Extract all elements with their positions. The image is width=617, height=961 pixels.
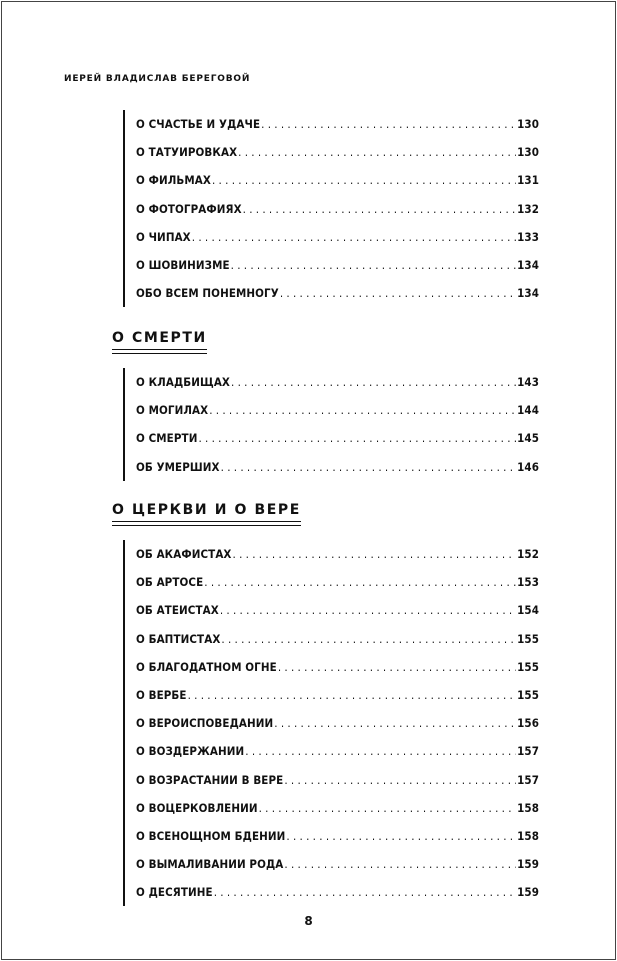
toc-entry (125, 850, 539, 878)
toc-block-death (123, 368, 539, 481)
toc-entry (125, 251, 539, 279)
toc-entry-title: ОБ АКАФИСТАХ (136, 547, 232, 562)
dot-leader (243, 202, 516, 216)
dot-leader (278, 660, 516, 674)
toc-entry-title: О МОГИЛАХ (136, 403, 209, 418)
toc-entry-page: 133 (517, 229, 539, 244)
toc-entry-title: О БАПТИСТАХ (136, 631, 221, 646)
toc-entry-page: 132 (517, 201, 539, 216)
toc-entry (125, 822, 539, 850)
toc-entry (125, 653, 539, 681)
dot-leader (221, 460, 516, 474)
toc-entry (125, 138, 539, 166)
toc-entry-title: О СМЕРТИ (136, 431, 198, 446)
dot-leader (274, 716, 516, 730)
toc-entry-title: О КЛАДБИЩАХ (136, 375, 231, 390)
toc-entry (125, 223, 539, 251)
toc-entry-page: 145 (517, 431, 539, 446)
toc-entry (125, 166, 539, 194)
toc-entry-page: 153 (517, 575, 539, 590)
toc-entry-page: 130 (517, 117, 539, 132)
toc-entry-title: О ВОЗРАСТАНИИ В ВЕРЕ (136, 772, 284, 787)
dot-leader (231, 258, 516, 272)
section-heading-death (112, 330, 207, 348)
toc-entry-page: 154 (517, 603, 539, 618)
section-heading-text: О СМЕРТИ (112, 330, 207, 346)
dot-leader (220, 603, 516, 617)
toc-entry (125, 878, 539, 906)
toc-entry-page: 159 (517, 885, 539, 900)
toc-entry-title: О ВОЗДЕРЖАНИИ (136, 744, 245, 759)
toc-entry-page: 143 (517, 375, 539, 390)
section-heading-church (112, 502, 301, 520)
dot-leader (212, 173, 516, 187)
toc-entry (125, 368, 539, 396)
toc-entry (125, 766, 539, 794)
toc-entry-title: О ВЕРОИСПОВЕДАНИИ (136, 716, 274, 731)
toc-entry (125, 279, 539, 307)
toc-entry-title: ОБ АРТОСЕ (136, 575, 204, 590)
toc-entry (125, 625, 539, 653)
toc-entry-title: О ДЕСЯТИНЕ (136, 885, 213, 900)
toc-entry-page: 152 (517, 547, 539, 562)
toc-entry (125, 681, 539, 709)
toc-entry-title: О ШОВИНИЗМЕ (136, 258, 230, 273)
toc-entry (125, 540, 539, 568)
toc-entry-page: 134 (517, 258, 539, 273)
toc-entry-title: О ВЕРБЕ (136, 688, 187, 703)
toc-entry-title: О ФОТОГРАФИЯХ (136, 201, 242, 216)
heading-underline (112, 349, 207, 354)
toc-entry-page: 157 (517, 772, 539, 787)
book-page (1, 1, 616, 960)
toc-entry (125, 794, 539, 822)
dot-leader (284, 773, 516, 787)
dot-leader (221, 632, 516, 646)
toc-entry (125, 396, 539, 424)
dot-leader (259, 801, 517, 815)
dot-leader (214, 885, 516, 899)
toc-entry-title: О ВОЦЕРКОВЛЕНИИ (136, 800, 258, 815)
toc-entry (125, 195, 539, 223)
dot-leader (284, 857, 516, 871)
toc-entry-page: 156 (517, 716, 539, 731)
dot-leader (261, 117, 516, 131)
toc-entry-title: О ТАТУИРОВКАХ (136, 145, 238, 160)
page-number: 8 (304, 914, 313, 928)
toc-block-church (123, 540, 539, 906)
toc-entry-page: 144 (517, 403, 539, 418)
toc-entry-title: О БЛАГОДАТНОМ ОГНЕ (136, 659, 277, 674)
dot-leader (209, 403, 516, 417)
toc-entry (125, 424, 539, 452)
toc-entry (125, 110, 539, 138)
dot-leader (204, 575, 516, 589)
dot-leader (231, 375, 516, 389)
toc-entry-page: 131 (517, 173, 539, 188)
toc-entry (125, 737, 539, 765)
toc-entry-title: ОБО ВСЕМ ПОНЕМНОГУ (136, 286, 279, 301)
dot-leader (192, 230, 516, 244)
toc-entry-title: О ЧИПАХ (136, 229, 191, 244)
toc-entry-page: 158 (517, 828, 539, 843)
toc-entry-page: 159 (517, 857, 539, 872)
dot-leader (198, 431, 516, 445)
running-head: ИЕРЕЙ ВЛАДИСЛАВ БЕРЕГОВОЙ (64, 74, 251, 84)
toc-entry-title: ОБ УМЕРШИХ (136, 459, 220, 474)
toc-entry-page: 158 (517, 800, 539, 815)
toc-entry-title: ОБ АТЕИСТАХ (136, 603, 219, 618)
dot-leader (188, 688, 517, 702)
toc-entry-title: О ФИЛЬМАХ (136, 173, 211, 188)
toc-block-1 (123, 110, 539, 307)
dot-leader (233, 547, 517, 561)
toc-entry-page: 155 (517, 631, 539, 646)
section-heading-text: О ЦЕРКВИ И О ВЕРЕ (112, 502, 301, 518)
toc-entry-page: 134 (517, 286, 539, 301)
toc-entry-page: 130 (517, 145, 539, 160)
dot-leader (286, 829, 516, 843)
toc-entry-title: О ВСЕНОЩНОМ БДЕНИИ (136, 828, 286, 843)
toc-entry (125, 709, 539, 737)
dot-leader (245, 744, 516, 758)
toc-entry (125, 568, 539, 596)
toc-entry-title: О СЧАСТЬЕ И УДАЧЕ (136, 117, 261, 132)
dot-leader (238, 145, 516, 159)
dot-leader (280, 286, 516, 300)
toc-entry (125, 453, 539, 481)
toc-entry-page: 155 (517, 688, 539, 703)
toc-entry-page: 146 (517, 459, 539, 474)
toc-entry-title: О ВЫМАЛИВАНИИ РОДА (136, 857, 284, 872)
heading-underline (112, 521, 301, 526)
toc-entry (125, 596, 539, 624)
toc-entry-page: 155 (517, 659, 539, 674)
toc-entry-page: 157 (517, 744, 539, 759)
